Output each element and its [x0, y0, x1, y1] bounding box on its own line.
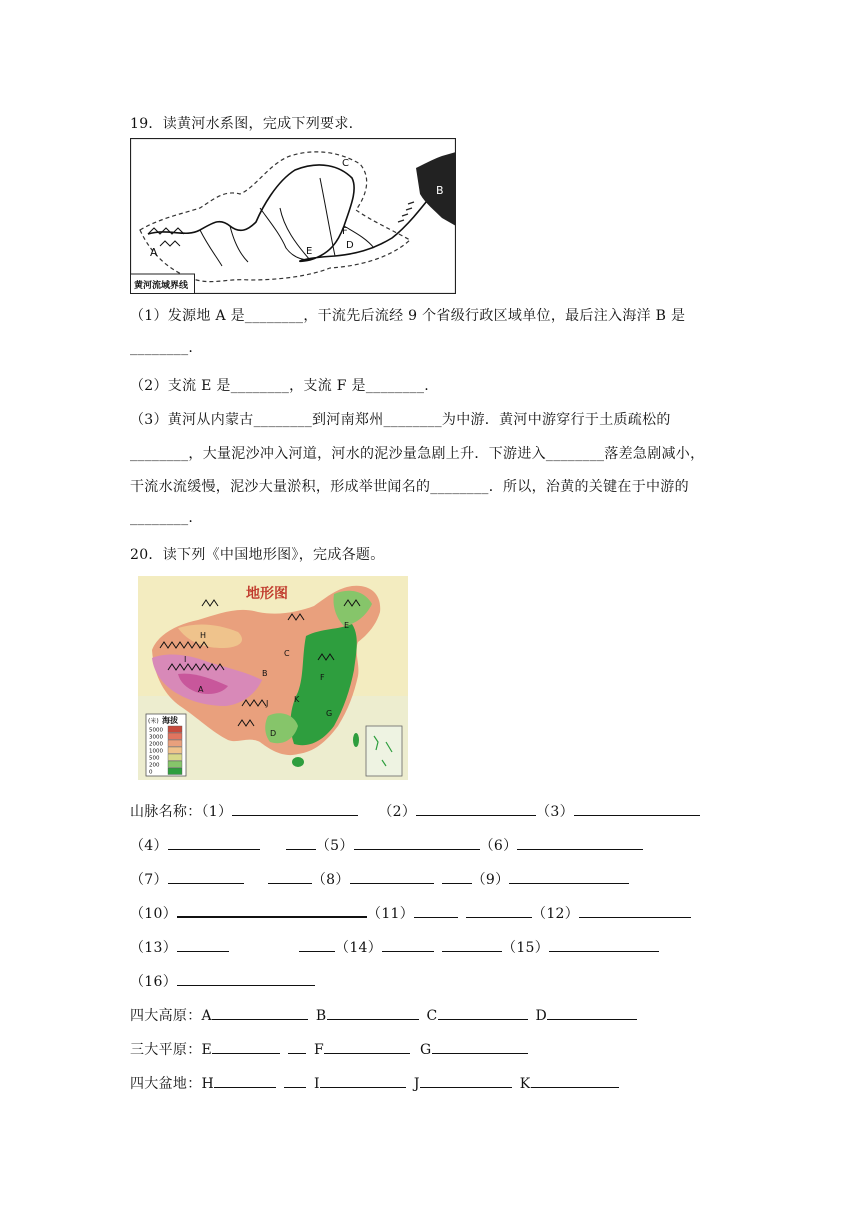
legend-value: 2000 — [149, 741, 163, 748]
plateaus-row — [130, 1005, 637, 1025]
plateau-label: D — [535, 1008, 548, 1024]
mountain-blank[interactable] — [354, 849, 480, 850]
svg-text:F: F — [342, 226, 348, 237]
q20-stem: 20．读下列《中国地形图》，完成各题。 — [130, 547, 385, 563]
mountains-row-1 — [130, 801, 700, 821]
plain-label: E — [201, 1042, 213, 1058]
q19-p3-line4: ________. — [130, 510, 194, 526]
legend-swatch — [168, 761, 182, 768]
mountain-blank[interactable] — [442, 883, 472, 884]
mountain-label: （13） — [130, 940, 178, 956]
legend-swatch — [168, 768, 182, 775]
q19-stem: 19．读黄河水系图，完成下列要求. — [130, 116, 354, 132]
china-terrain-map — [138, 576, 408, 780]
svg-text:F: F — [320, 673, 325, 682]
mountain-blank[interactable] — [168, 883, 244, 884]
legend-value: 200 — [149, 762, 160, 769]
mountain-blank[interactable] — [286, 849, 316, 850]
svg-text:B: B — [262, 669, 268, 678]
mountain-blank[interactable] — [382, 951, 434, 952]
mountains-row-6 — [130, 971, 315, 991]
mountain-blank[interactable] — [232, 815, 358, 816]
legend-swatch — [168, 726, 182, 733]
svg-text:A: A — [150, 246, 158, 259]
mountain-label: （1） — [201, 804, 233, 820]
plateau-blank[interactable] — [327, 1019, 419, 1020]
mountains-row-5 — [130, 937, 659, 957]
basin-label: J — [413, 1076, 420, 1092]
mountain-label: （6） — [479, 838, 518, 854]
mountain-blank[interactable] — [579, 917, 691, 918]
q19-p3-line1: （3）黄河从内蒙古________到河南郑州________为中游．黄河中游穿行于土质疏松的 — [130, 412, 671, 428]
mountain-label: （16） — [130, 974, 178, 990]
mountain-label: （9） — [471, 872, 510, 888]
basins-row — [130, 1073, 619, 1093]
svg-text:E: E — [306, 246, 313, 257]
plateau-blank[interactable] — [212, 1019, 308, 1020]
mountain-label: （14） — [335, 940, 383, 956]
mountain-blank[interactable] — [416, 815, 536, 816]
plain-blank[interactable] — [324, 1053, 410, 1054]
legend-swatch — [168, 747, 182, 754]
mountains-row-4 — [130, 903, 691, 923]
basin-blank[interactable] — [420, 1087, 512, 1088]
legend-swatch — [168, 740, 182, 747]
svg-text:B: B — [436, 184, 444, 197]
mountain-label: （4） — [130, 838, 168, 854]
plateau-label: B — [315, 1008, 327, 1024]
basin-blank[interactable] — [214, 1087, 276, 1088]
mountain-blank[interactable] — [168, 849, 260, 850]
legend-swatch — [168, 754, 182, 761]
svg-text:I: I — [184, 655, 187, 664]
svg-text:C: C — [342, 158, 349, 169]
plateaus-heading: 四大高原： — [130, 1008, 202, 1024]
plain-label: F — [314, 1042, 325, 1058]
basin-label: K — [519, 1076, 531, 1092]
mountain-blank[interactable] — [509, 883, 629, 884]
mountain-blank[interactable] — [177, 916, 367, 918]
q19-p1-line1: （1）发源地 A 是________，干流先后流经 9 个省级行政区域单位，最后注入海洋 B 是 — [130, 308, 686, 324]
q19-p2: （2）支流 E 是________，支流 F 是________. — [130, 378, 429, 394]
mountain-blank[interactable] — [574, 815, 700, 816]
svg-text:(米): (米) — [148, 718, 159, 725]
mountains-heading: 山脉名称： — [130, 804, 202, 820]
plain-blank[interactable] — [212, 1053, 280, 1054]
svg-text:H: H — [200, 631, 207, 640]
q19-p3-line2: ________，大量泥沙冲入河道，河水的泥沙量急剧上升．下游进入________落差急剧减小， — [130, 446, 705, 462]
mountain-blank[interactable] — [350, 883, 434, 884]
basin-label: I — [314, 1076, 320, 1092]
q19-p1-line2: ________. — [130, 340, 194, 356]
mountain-label: （12） — [532, 906, 580, 922]
mountain-label: （7） — [130, 872, 168, 888]
mountain-blank[interactable] — [299, 951, 335, 952]
mountain-blank[interactable] — [177, 985, 315, 986]
legend-value: 500 — [149, 755, 160, 762]
svg-text:J: J — [266, 699, 269, 708]
mountain-blank[interactable] — [177, 951, 229, 952]
legend-value: 1000 — [149, 748, 163, 755]
mountain-label: （8） — [311, 872, 350, 888]
basins-heading: 四大盆地： — [130, 1076, 202, 1092]
svg-text:G: G — [326, 709, 333, 718]
plateau-blank[interactable] — [438, 1019, 528, 1020]
plateau-label: C — [426, 1008, 438, 1024]
plains-heading: 三大平原： — [130, 1042, 202, 1058]
plain-blank[interactable] — [432, 1053, 528, 1054]
mountain-label: （15） — [502, 940, 550, 956]
mountain-blank[interactable] — [466, 917, 532, 918]
mountain-blank[interactable] — [517, 849, 643, 850]
legend-value: 3000 — [149, 734, 163, 741]
legend-value: 5000 — [149, 727, 163, 734]
plateau-label: A — [201, 1008, 212, 1024]
mountain-label: （10） — [130, 906, 178, 922]
plain-blank[interactable] — [288, 1053, 306, 1054]
q19-p3-line3: 干流水流缓慢，泥沙大量淤积，形成举世闻名的________．所以，治黄的关键在于中游的 — [130, 479, 689, 495]
mountain-blank[interactable] — [268, 883, 312, 884]
mountain-label: （11） — [367, 906, 415, 922]
basin-label: H — [201, 1076, 215, 1092]
plain-label: G — [420, 1042, 432, 1058]
mountain-blank[interactable] — [549, 951, 659, 952]
svg-text:D: D — [346, 240, 354, 251]
plateau-blank[interactable] — [547, 1019, 637, 1020]
svg-text:C: C — [284, 649, 290, 658]
basin-blank[interactable] — [320, 1087, 406, 1088]
yellow-river-map — [130, 138, 456, 294]
terrain-map-title: 地形图 — [246, 586, 288, 602]
elevation-legend — [146, 714, 186, 776]
legend-value: 0 — [149, 769, 153, 776]
svg-text:D: D — [270, 729, 277, 738]
svg-text:E: E — [344, 621, 350, 630]
mountains-row-3 — [130, 869, 629, 889]
basin-blank[interactable] — [284, 1087, 306, 1088]
mountain-label: （3） — [536, 804, 574, 820]
yellow-river-legend: 黄河流域界线 — [134, 281, 189, 291]
mountain-blank[interactable] — [442, 951, 502, 952]
mountain-blank[interactable] — [414, 917, 458, 918]
mountain-label: （5） — [315, 838, 354, 854]
svg-text:A: A — [198, 685, 204, 694]
svg-text:K: K — [294, 695, 300, 704]
svg-text:海拔: 海拔 — [162, 716, 178, 725]
legend-swatch — [168, 733, 182, 740]
plains-row — [130, 1039, 528, 1059]
basin-blank[interactable] — [531, 1087, 619, 1088]
mountain-label: （2） — [378, 804, 417, 820]
mountains-row-2 — [130, 835, 643, 855]
